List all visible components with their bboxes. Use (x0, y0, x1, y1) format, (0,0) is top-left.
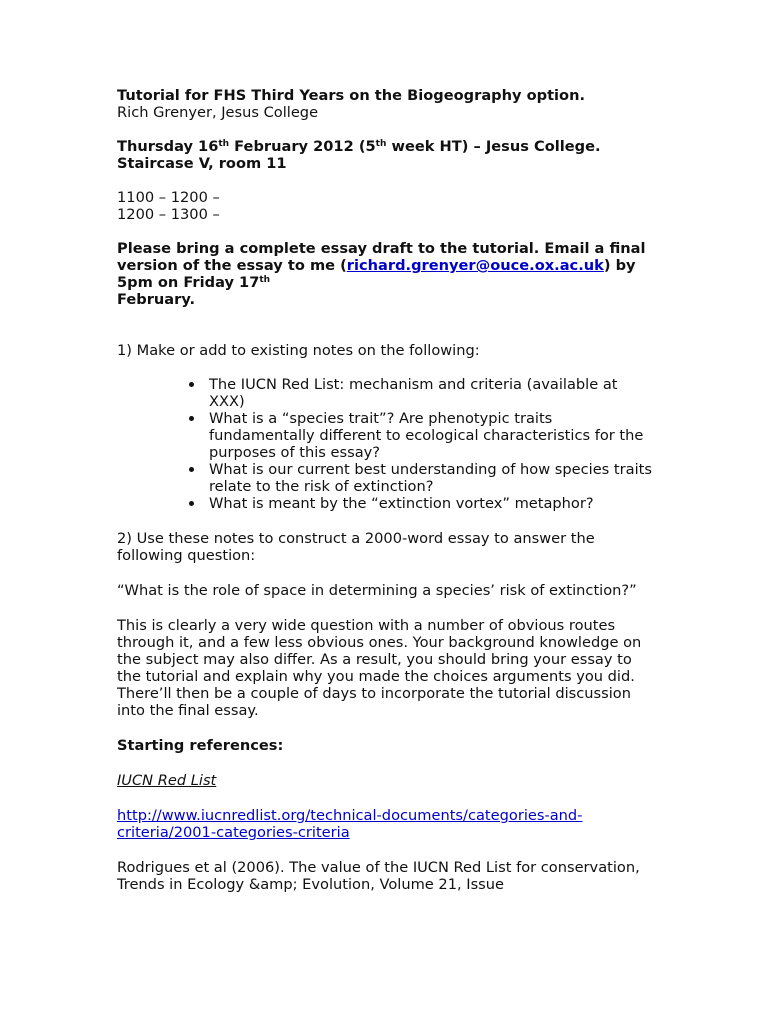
session-location: Staircase V, room 11 (117, 155, 287, 172)
essay-question: “What is the role of space in determining a species’ risk of extinction?” (117, 582, 637, 599)
instructions-deadline: ) by 5pm on Friday 17 (117, 257, 636, 291)
reference-citation: Rodrigues et al (2006). The value of the IUCN Red List for conservation, Trends in Ecology &amp; Evolution, Volume 21, Issue (117, 859, 640, 893)
document-title: Tutorial for FHS Third Years on the Biogeography option. (117, 87, 586, 104)
session-day: Thursday 16 (117, 138, 219, 155)
task1-intro: 1) Make or add to existing notes on the following: (117, 342, 480, 359)
task1-bullet-list (117, 376, 657, 512)
session-week-suffix: th (375, 139, 387, 149)
reference-url-link[interactable]: http://www.iucnredlist.org/technical-documents/categories-and-criteria/2001-categories-criteria (117, 807, 583, 841)
author-line: Rich Grenyer, Jesus College (117, 104, 319, 121)
session-week-rest: week HT) – Jesus College. (386, 138, 601, 155)
references-subheading: IUCN Red List (117, 772, 217, 789)
submission-instructions (117, 240, 657, 308)
instructions-deadline-end: February. (117, 291, 196, 308)
list-item: What is a “species trait”? Are phenotypic traits fundamentally different to ecological characteristics for the purposes of this essay? (117, 410, 657, 461)
deadline-suffix: th (259, 275, 271, 285)
task2-intro: 2) Use these notes to construct a 2000-word essay to answer the following question: (117, 530, 595, 564)
time-slot: 1100 – 1200 – (117, 189, 220, 206)
list-item: What is our current best understanding of how species traits relate to the risk of extinction? (117, 461, 657, 495)
list-item: What is meant by the “extinction vortex” metaphor? (117, 495, 657, 512)
instructions-lead: Please bring a complete essay draft to the tutorial. Email a final version of the essay to me ( (117, 240, 646, 274)
list-item: The IUCN Red List: mechanism and criteria (available at XXX) (117, 376, 657, 410)
references-heading: Starting references: (117, 737, 284, 754)
session-month-year: February 2012 (5 (229, 138, 376, 155)
session-date (117, 138, 657, 155)
time-slot: 1200 – 1300 – (117, 206, 220, 223)
email-link[interactable]: richard.grenyer@ouce.ox.ac.uk (346, 257, 604, 274)
document-body (117, 87, 657, 893)
session-day-suffix: th (218, 139, 230, 149)
task2-discussion: This is clearly a very wide question with a number of obvious routes through it, and a few less obvious ones. Your background knowledge on the subject may also differ. As a result, you should bring your essay to the tutorial and explain why you made the choices arguments you did. There’ll then be a couple of days to incorporate the tutorial discussion into the final essay. (117, 617, 642, 719)
reference-url-line (117, 807, 657, 841)
